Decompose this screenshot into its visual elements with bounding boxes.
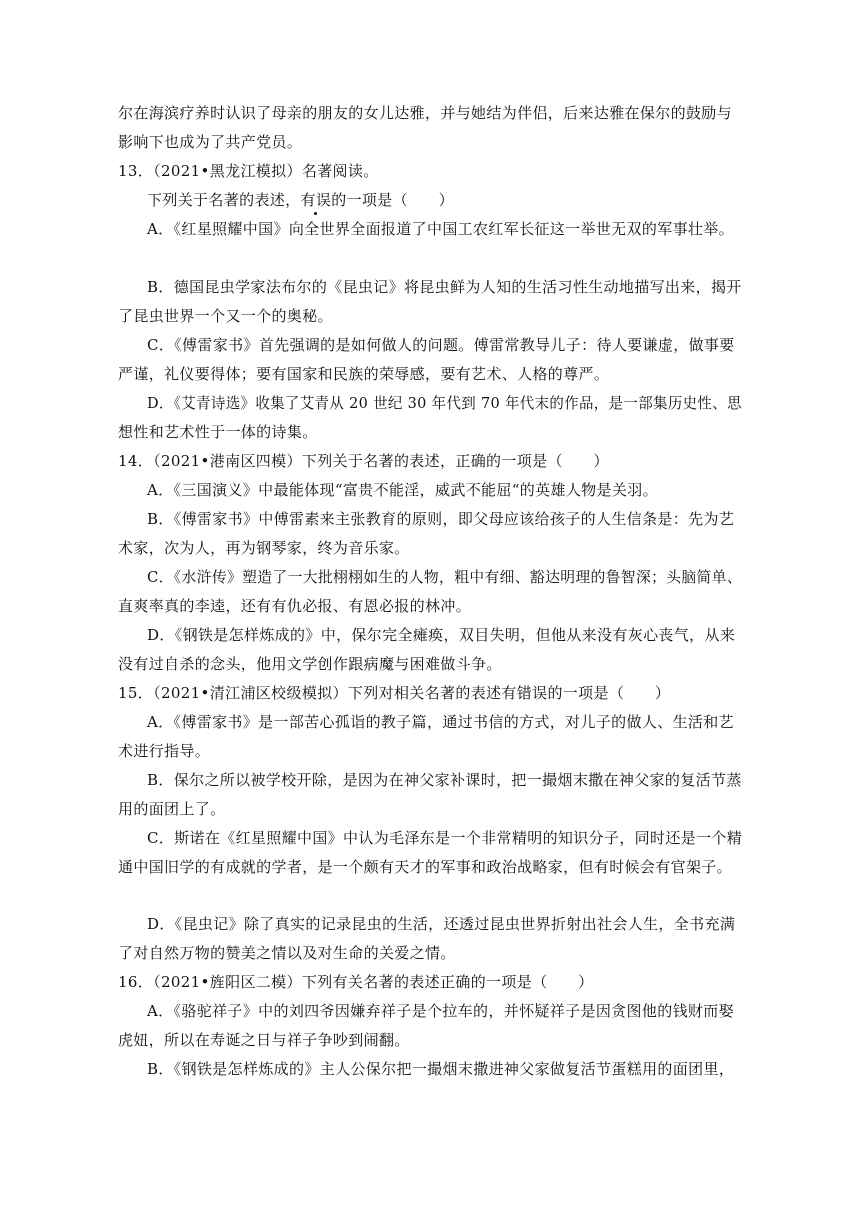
option-c: C．斯诺在《红星照耀中国》中认为毛泽东是一个非常精明的知识分子，同时还是一个精 [147, 829, 743, 847]
option-b: B．保尔之所以被学校开除，是因为在神父家补课时，把一撮烟末撒在神父家的复活节蒸 [147, 771, 742, 789]
text-line: 了对自然万物的赞美之情以及对生命的关爱之情。 [118, 944, 456, 962]
option-d: D．《艾青诗选》收集了艾青从 20 世纪 30 年代到 70 年代末的作品，是一部集历史性、思 [147, 394, 742, 412]
option-d: D．《昆虫记》除了真实的记录昆虫的生活，还透过昆虫世界折射出社会人生，全书充满 [147, 915, 736, 933]
question-16-heading: 16．（2021•旌阳区二模）下列有关名著的表述正确的一项是（ ） [118, 973, 594, 991]
option-b: B．德国昆虫学家法布尔的《昆虫记》将昆虫鲜为人知的生活习性生动地描写出来，揭开 [147, 278, 742, 296]
text-line: 没有过自杀的念头，他用文学创作跟病魔与困难做斗争。 [118, 655, 502, 673]
option-b: B．《傅雷家书》中傅雷素来主张教育的原则，即父母应该给孩子的人生信条是：先为艺 [147, 510, 735, 528]
text-line: 术家，次为人，再为钢琴家，终为音乐家。 [118, 539, 410, 557]
text-line: 了昆虫世界一个又一个的奥秘。 [118, 307, 333, 325]
question-14-heading: 14．（2021•港南区四模）下列关于名著的表述，正确的一项是（ ） [118, 452, 609, 470]
text-line: 想性和艺术性于一体的诗集。 [118, 423, 318, 441]
text-line: 严谨，礼仪要得体；要有国家和民族的荣辱感，要有艺术、人格的尊严。 [118, 365, 610, 383]
question-13-heading: 13．（2021•黑龙江模拟）名著阅读。 [118, 162, 379, 180]
text-line: 用的面团上了。 [118, 800, 226, 818]
stem-text: 的一项是（ ） [331, 191, 455, 209]
option-a: A．《三国演义》中最能体现“富贵不能淫，威武不能屈“的英雄人物是关羽。 [147, 481, 658, 499]
option-b: B．《钢铁是怎样炼成的》主人公保尔把一撮烟末撒进神父家做复活节蛋糕用的面团里， [147, 1060, 735, 1078]
option-a: A．《红星照耀中国》向全世界全面报道了中国工农红军长征这一举世无双的军事壮举。 [147, 220, 734, 238]
stem-text: 下列关于名著的表述， [147, 191, 301, 209]
text-line: 直爽率真的李逵，还有有仇必报、有恩必报的林冲。 [118, 597, 472, 615]
text-line: 虎妞，所以在寿诞之日与祥子争吵到闹翻。 [118, 1031, 410, 1049]
option-c: C．《水浒传》塑造了一大批栩栩如生的人物，粗中有细、豁达明理的鲁智深；头脑简单、 [147, 568, 742, 586]
option-c: C．《傅雷家书》首先强调的是如何做人的问题。傅雷常教导儿子：待人要谦虚，做事要 [147, 336, 735, 354]
option-a: A．《骆驼祥子》中的刘四爷因嫌弃祥子是个拉车的，并怀疑祥子是因贪图他的钱财而娶 [147, 1002, 734, 1020]
text-line: 影响下也成为了共产党员。 [118, 133, 303, 151]
text-line: 尔在海滨疗养时认识了母亲的朋友的女儿达雅，并与她结为伴侣，后来达雅在保尔的鼓励与 [118, 104, 733, 122]
text-line: 术进行指导。 [118, 742, 211, 760]
question-13-stem [147, 190, 454, 210]
question-15-heading: 15．（2021•清江浦区校级模拟）下列对相关名著的表述有错误的一项是（ ） [118, 684, 671, 702]
text-line: 通中国旧学的有成就的学者，是一个颇有天才的军事和政治战略家，但有时候会有官架子。 [118, 858, 733, 876]
emphasis-mark: 有误 [300, 191, 332, 209]
option-d: D．《钢铁是怎样炼成的》中，保尔完全瘫痪，双目失明，但他从来没有灰心丧气，从来 [147, 626, 736, 644]
option-a: A．《傅雷家书》是一部苦心孤诣的教子篇，通过书信的方式，对儿子的做人、生活和艺 [147, 713, 734, 731]
